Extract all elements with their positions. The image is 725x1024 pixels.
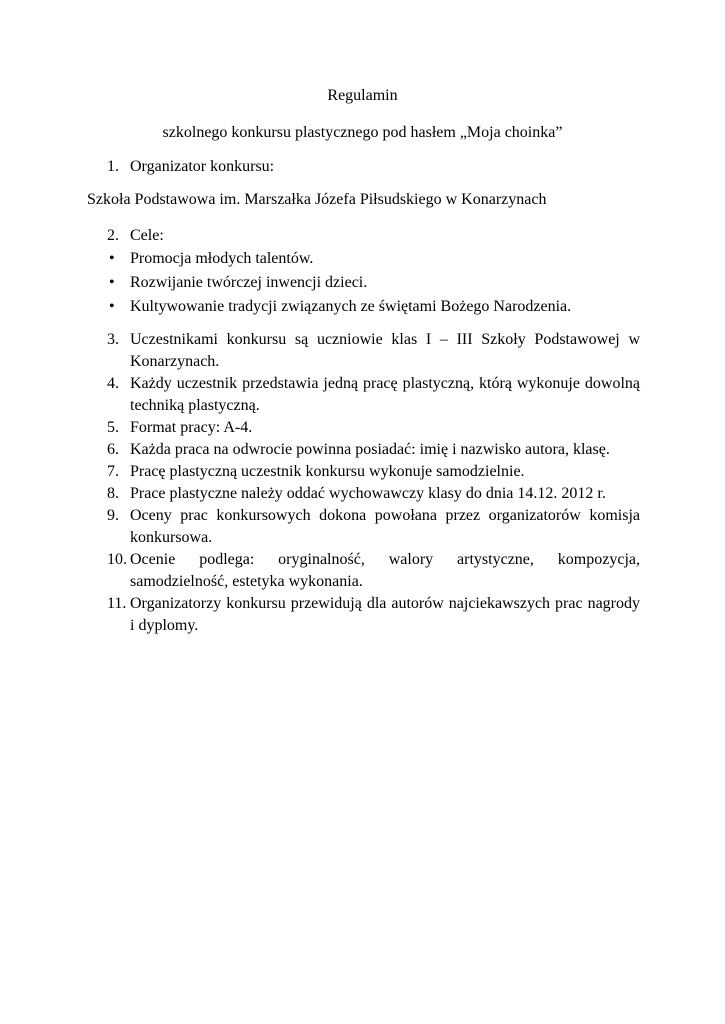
rule-text: Ocenie podlega: oryginalność, walory artystyczne, kompozycja, samodzielność, estetyka wykonania. (130, 551, 640, 590)
goal-text: Kultywowanie tradycji związanych ze świętami Bożego Narodzenia. (130, 298, 572, 315)
rules-list (107, 329, 640, 637)
rule-item (107, 439, 640, 461)
rule-item (107, 417, 640, 439)
section-heading: Cele: (130, 227, 164, 244)
goal-item (107, 295, 647, 319)
rule-text: Uczestnikami konkursu są uczniowie klas I – III Szkoły Podstawowej w Konarzynach. (130, 331, 640, 370)
section-goals-heading (107, 225, 647, 247)
rule-text: Format pracy: A-4. (130, 419, 253, 436)
goal-item (107, 271, 647, 295)
section-number: 1. (107, 158, 119, 175)
rule-text: Każda praca na odwrocie powinna posiadać: imię i nazwisko autora, klasę. (130, 441, 610, 458)
rule-text: Pracę plastyczną uczestnik konkursu wykonuje samodzielnie. (130, 463, 525, 480)
bullet-icon: • (109, 250, 115, 267)
rule-item (107, 483, 640, 505)
rule-number: 4. (107, 375, 119, 392)
rule-number: 10. (107, 551, 127, 568)
rule-number: 7. (107, 463, 119, 480)
rule-item (107, 373, 640, 417)
bullet-icon: • (109, 274, 115, 291)
rule-number: 6. (107, 441, 119, 458)
rule-item (107, 461, 640, 483)
rule-number: 3. (107, 331, 119, 348)
rule-text: Organizatorzy konkursu przewidują dla autorów najciekawszych prac nagrody i dyplomy. (130, 595, 640, 634)
section-goals (107, 225, 647, 319)
rule-item (107, 505, 640, 549)
rule-item (107, 549, 640, 593)
rule-number: 8. (107, 485, 119, 502)
goals-list (107, 247, 647, 319)
rule-number: 11. (107, 595, 127, 612)
rule-item (107, 593, 640, 637)
bullet-icon: • (109, 298, 115, 315)
rule-item (107, 329, 640, 373)
document-subtitle: szkolnego konkursu plastycznego pod hasłem „Moja choinka” (162, 124, 563, 141)
rule-number: 5. (107, 419, 119, 436)
section-heading: Organizator konkursu: (130, 158, 275, 175)
rule-text: Prace plastyczne należy oddać wychowawczy klasy do dnia 14.12. 2012 r. (130, 485, 606, 502)
organizer-name: Szkoła Podstawowa im. Marszałka Józefa Piłsudskiego w Konarzynach (87, 191, 547, 208)
rule-number: 9. (107, 507, 119, 524)
section-organizer-heading (107, 157, 647, 177)
goal-text: Rozwijanie twórczej inwencji dzieci. (130, 274, 368, 291)
rule-text: Każdy uczestnik przedstawia jedną pracę plastyczną, którą wykonuje dowolną techniką plastyczną. (130, 375, 640, 414)
goal-item (107, 247, 647, 271)
document-title: Regulamin (327, 87, 398, 104)
section-number: 2. (107, 227, 119, 244)
goal-text: Promocja młodych talentów. (130, 250, 314, 267)
rule-text: Oceny prac konkursowych dokona powołana przez organizatorów komisja konkursowa. (130, 507, 640, 546)
